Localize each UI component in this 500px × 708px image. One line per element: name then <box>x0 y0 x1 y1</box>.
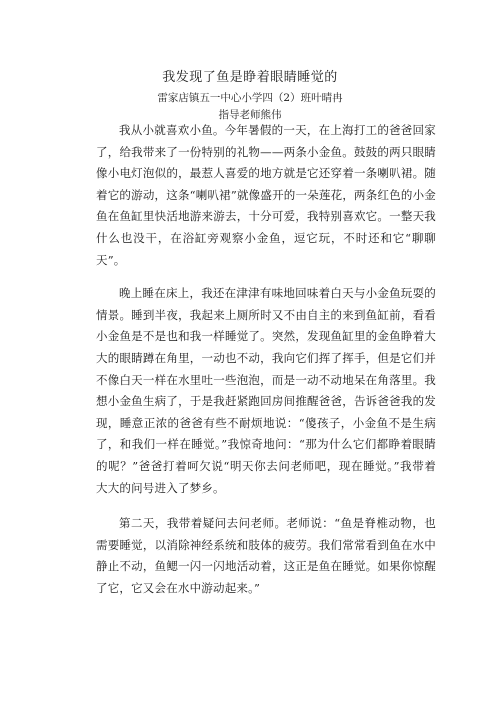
paragraph-3: 第二天，我带着疑问去问老师。老师说：“鱼是脊椎动物，也需要睡觉，以消除神经系统和肢体的疲劳。我们常常看到鱼在水中静止不动，鱼鳃一闪一闪地活动着，这正是鱼在睡觉。如果你惊醒了它，它又会在水中游动起来。” <box>96 516 436 595</box>
paragraph-2: 晚上睡在床上，我还在津津有味地回味着白天与小金鱼玩耍的情景。睡到半夜，我起来上厕所时又不由自主的来到鱼缸前，看看小金鱼是不是也和我一样睡觉了。突然，发现鱼缸里的金鱼睁着大大的眼睛蹲在角里，一动也不动，我向它们挥了挥手，但是它们并不像白天一样在水里吐一些泡泡，而是一动不动地呆在角落里。我想小金鱼生病了，于是我赶紧跑回房间推醒爸爸，告诉爸爸我的发现，睡意正浓的爸爸有些不耐烦地说：“傻孩子，小金鱼不是生病了，和我们一样在睡觉。”我惊奇地问：“那为什么它们都睁着眼睛的呢？”爸爸打着呵欠说“明天你去问老师吧，现在睡觉。”我带着大大的问号进入了梦乡。 <box>96 286 436 495</box>
paragraph-1: 我从小就喜欢小鱼。今年暑假的一天，在上海打工的爸爸回家了，给我带来了一份特别的礼物——两条小金鱼。鼓鼓的两只眼睛像小电灯泡似的，最惹人喜爱的地方就是它还穿着一条喇叭裙。随着它的游动，这条“喇叭裙”就像盛开的一朵莲花，两条红色的小金鱼在鱼缸里快活地游来游去，十分可爱，我特别喜欢它。一整天我什么也没干，在浴缸旁观察小金鱼，逗它玩，不时还和它“聊聊天”。 <box>96 123 436 267</box>
teacher-line: 指导老师熊伟 <box>218 109 282 121</box>
article-body <box>96 120 436 599</box>
article-title: 我发现了鱼是睁着眼睛睡觉的 <box>162 70 338 85</box>
author-line: 雷家店镇五一中心小学四（2）班叶晴冉 <box>157 92 343 104</box>
